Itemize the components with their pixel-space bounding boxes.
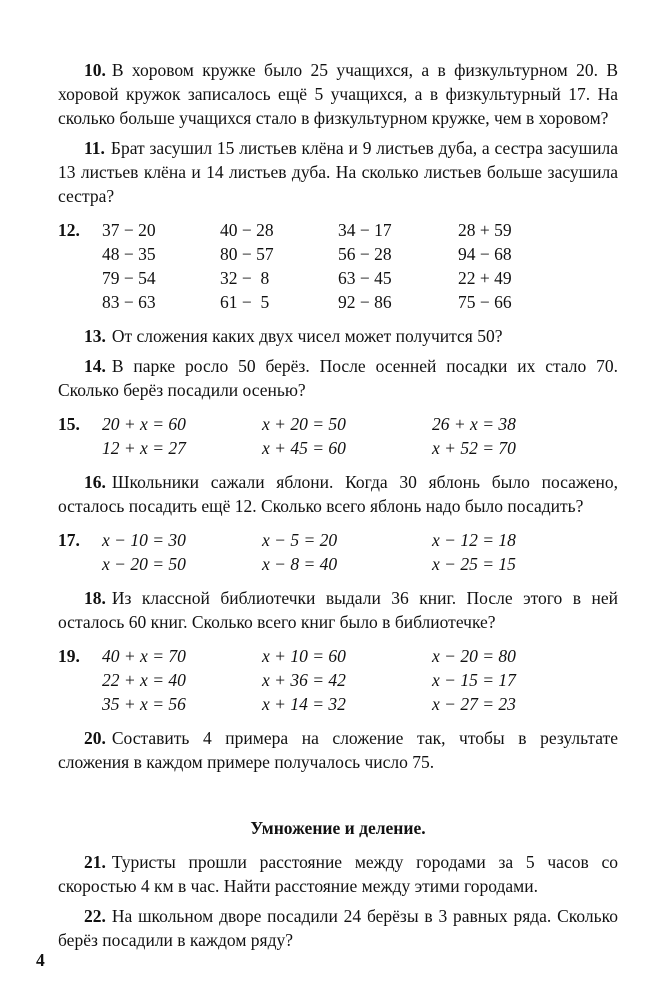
problem-10: [58, 58, 618, 130]
equation: x − 5 = 20: [262, 530, 338, 550]
problem-14: [58, 354, 618, 402]
equation: x + 45 = 60: [262, 438, 346, 458]
problem-number: 14.: [84, 356, 106, 376]
problem-number: 10.: [84, 60, 106, 80]
problem-18: [58, 586, 618, 634]
equation: x + 20 = 50: [262, 414, 346, 434]
expression: 94 − 68: [458, 244, 512, 264]
problem-number: 12.: [58, 220, 80, 240]
problem-17-grid: [58, 528, 618, 576]
problem-text: В парке росло 50 берёз. После осенней посадки их стало 70. Сколько берёз посадили осенью?: [58, 356, 618, 400]
problem-12-grid: [58, 218, 618, 314]
problem-number: 17.: [58, 530, 80, 550]
problem-number: 11.: [84, 138, 105, 158]
problem-number: 15.: [58, 414, 80, 434]
problem-19-grid: [58, 644, 618, 716]
expression: 63 − 45: [338, 268, 392, 288]
problem-text: Брат засушил 15 листьев клёна и 9 листьев дуба, а сестра засушила 13 листьев клёна и 14 листьев дуба. На сколько листьев больше засушила сестра?: [58, 138, 618, 206]
equation: x − 20 = 50: [102, 554, 186, 574]
expression: 40 − 28: [220, 220, 274, 240]
equation: x + 14 = 32: [262, 694, 346, 714]
problem-11: [58, 136, 618, 208]
problem-21: [58, 850, 618, 898]
equation: x − 27 = 23: [432, 694, 516, 714]
page-number: 4: [36, 950, 45, 970]
problem-16: [58, 470, 618, 518]
problem-text: На школьном дворе посадили 24 берёзы в 3 равных ряда. Сколько берёз посадили в каждом ряду?: [58, 906, 618, 950]
equation: 35 + x = 56: [102, 694, 186, 714]
section-title: Умножение и деление.: [250, 818, 426, 838]
expression: 22 + 49: [458, 268, 512, 288]
expression: 92 − 86: [338, 292, 392, 312]
equation: x − 15 = 17: [432, 670, 516, 690]
problem-text: Туристы прошли расстояние между городами за 5 часов со скоростью 4 км в час. Найти расстояние между этими городами.: [58, 852, 618, 896]
page-content: [58, 58, 618, 952]
expression: 32 − 8: [220, 268, 270, 288]
equation: x − 12 = 18: [432, 530, 516, 550]
expression: 79 − 54: [102, 268, 156, 288]
problem-22: [58, 904, 618, 952]
expression: 75 − 66: [458, 292, 512, 312]
expression: 28 + 59: [458, 220, 512, 240]
equation: x − 8 = 40: [262, 554, 338, 574]
equation: x + 52 = 70: [432, 438, 516, 458]
problem-text: В хоровом кружке было 25 учащихся, а в физкультурном 20. В хоровой кружок записалось ещё 5 учащихся, а в физкультурный 17. На сколько больше учащихся стало в физкультурном кружке, чем в хоровом?: [58, 60, 618, 128]
expression: 83 − 63: [102, 292, 156, 312]
equation: x − 10 = 30: [102, 530, 186, 550]
problem-text: Из классной библиотечки выдали 36 книг. После этого в ней осталось 60 книг. Сколько всего книг было в библиотечке?: [58, 588, 618, 632]
equation: 40 + x = 70: [102, 646, 186, 666]
problem-number: 16.: [84, 472, 106, 492]
expression: 56 − 28: [338, 244, 392, 264]
expression: 48 − 35: [102, 244, 156, 264]
problem-15-grid: [58, 412, 618, 460]
equation: x − 25 = 15: [432, 554, 516, 574]
equation: 20 + x = 60: [102, 414, 186, 434]
problem-number: 19.: [58, 646, 80, 666]
problem-20: [58, 726, 618, 774]
expression: 61 − 5: [220, 292, 270, 312]
problem-text: Школьники сажали яблони. Когда 30 яблонь было посажено, осталось посадить ещё 12. Сколько всего яблонь надо было посадить?: [58, 472, 618, 516]
problem-13: [58, 324, 618, 348]
problem-number: 22.: [84, 906, 106, 926]
expression: 34 − 17: [338, 220, 392, 240]
equation: x + 10 = 60: [262, 646, 346, 666]
problem-text: Составить 4 примера на сложение так, чтобы в результате сложения в каждом примере получалось число 75.: [58, 728, 618, 772]
equation: 22 + x = 40: [102, 670, 186, 690]
problem-number: 21.: [84, 852, 106, 872]
equation: 26 + x = 38: [432, 414, 516, 434]
problem-number: 18.: [84, 588, 106, 608]
problem-number: 20.: [84, 728, 106, 748]
problem-text: От сложения каких двух чисел может получится 50?: [111, 326, 503, 346]
equation: x + 36 = 42: [262, 670, 346, 690]
equation: x − 20 = 80: [432, 646, 516, 666]
expression: 80 − 57: [220, 244, 274, 264]
equation: 12 + x = 27: [102, 438, 186, 458]
problem-number: 13.: [84, 326, 106, 346]
expression: 37 − 20: [102, 220, 156, 240]
